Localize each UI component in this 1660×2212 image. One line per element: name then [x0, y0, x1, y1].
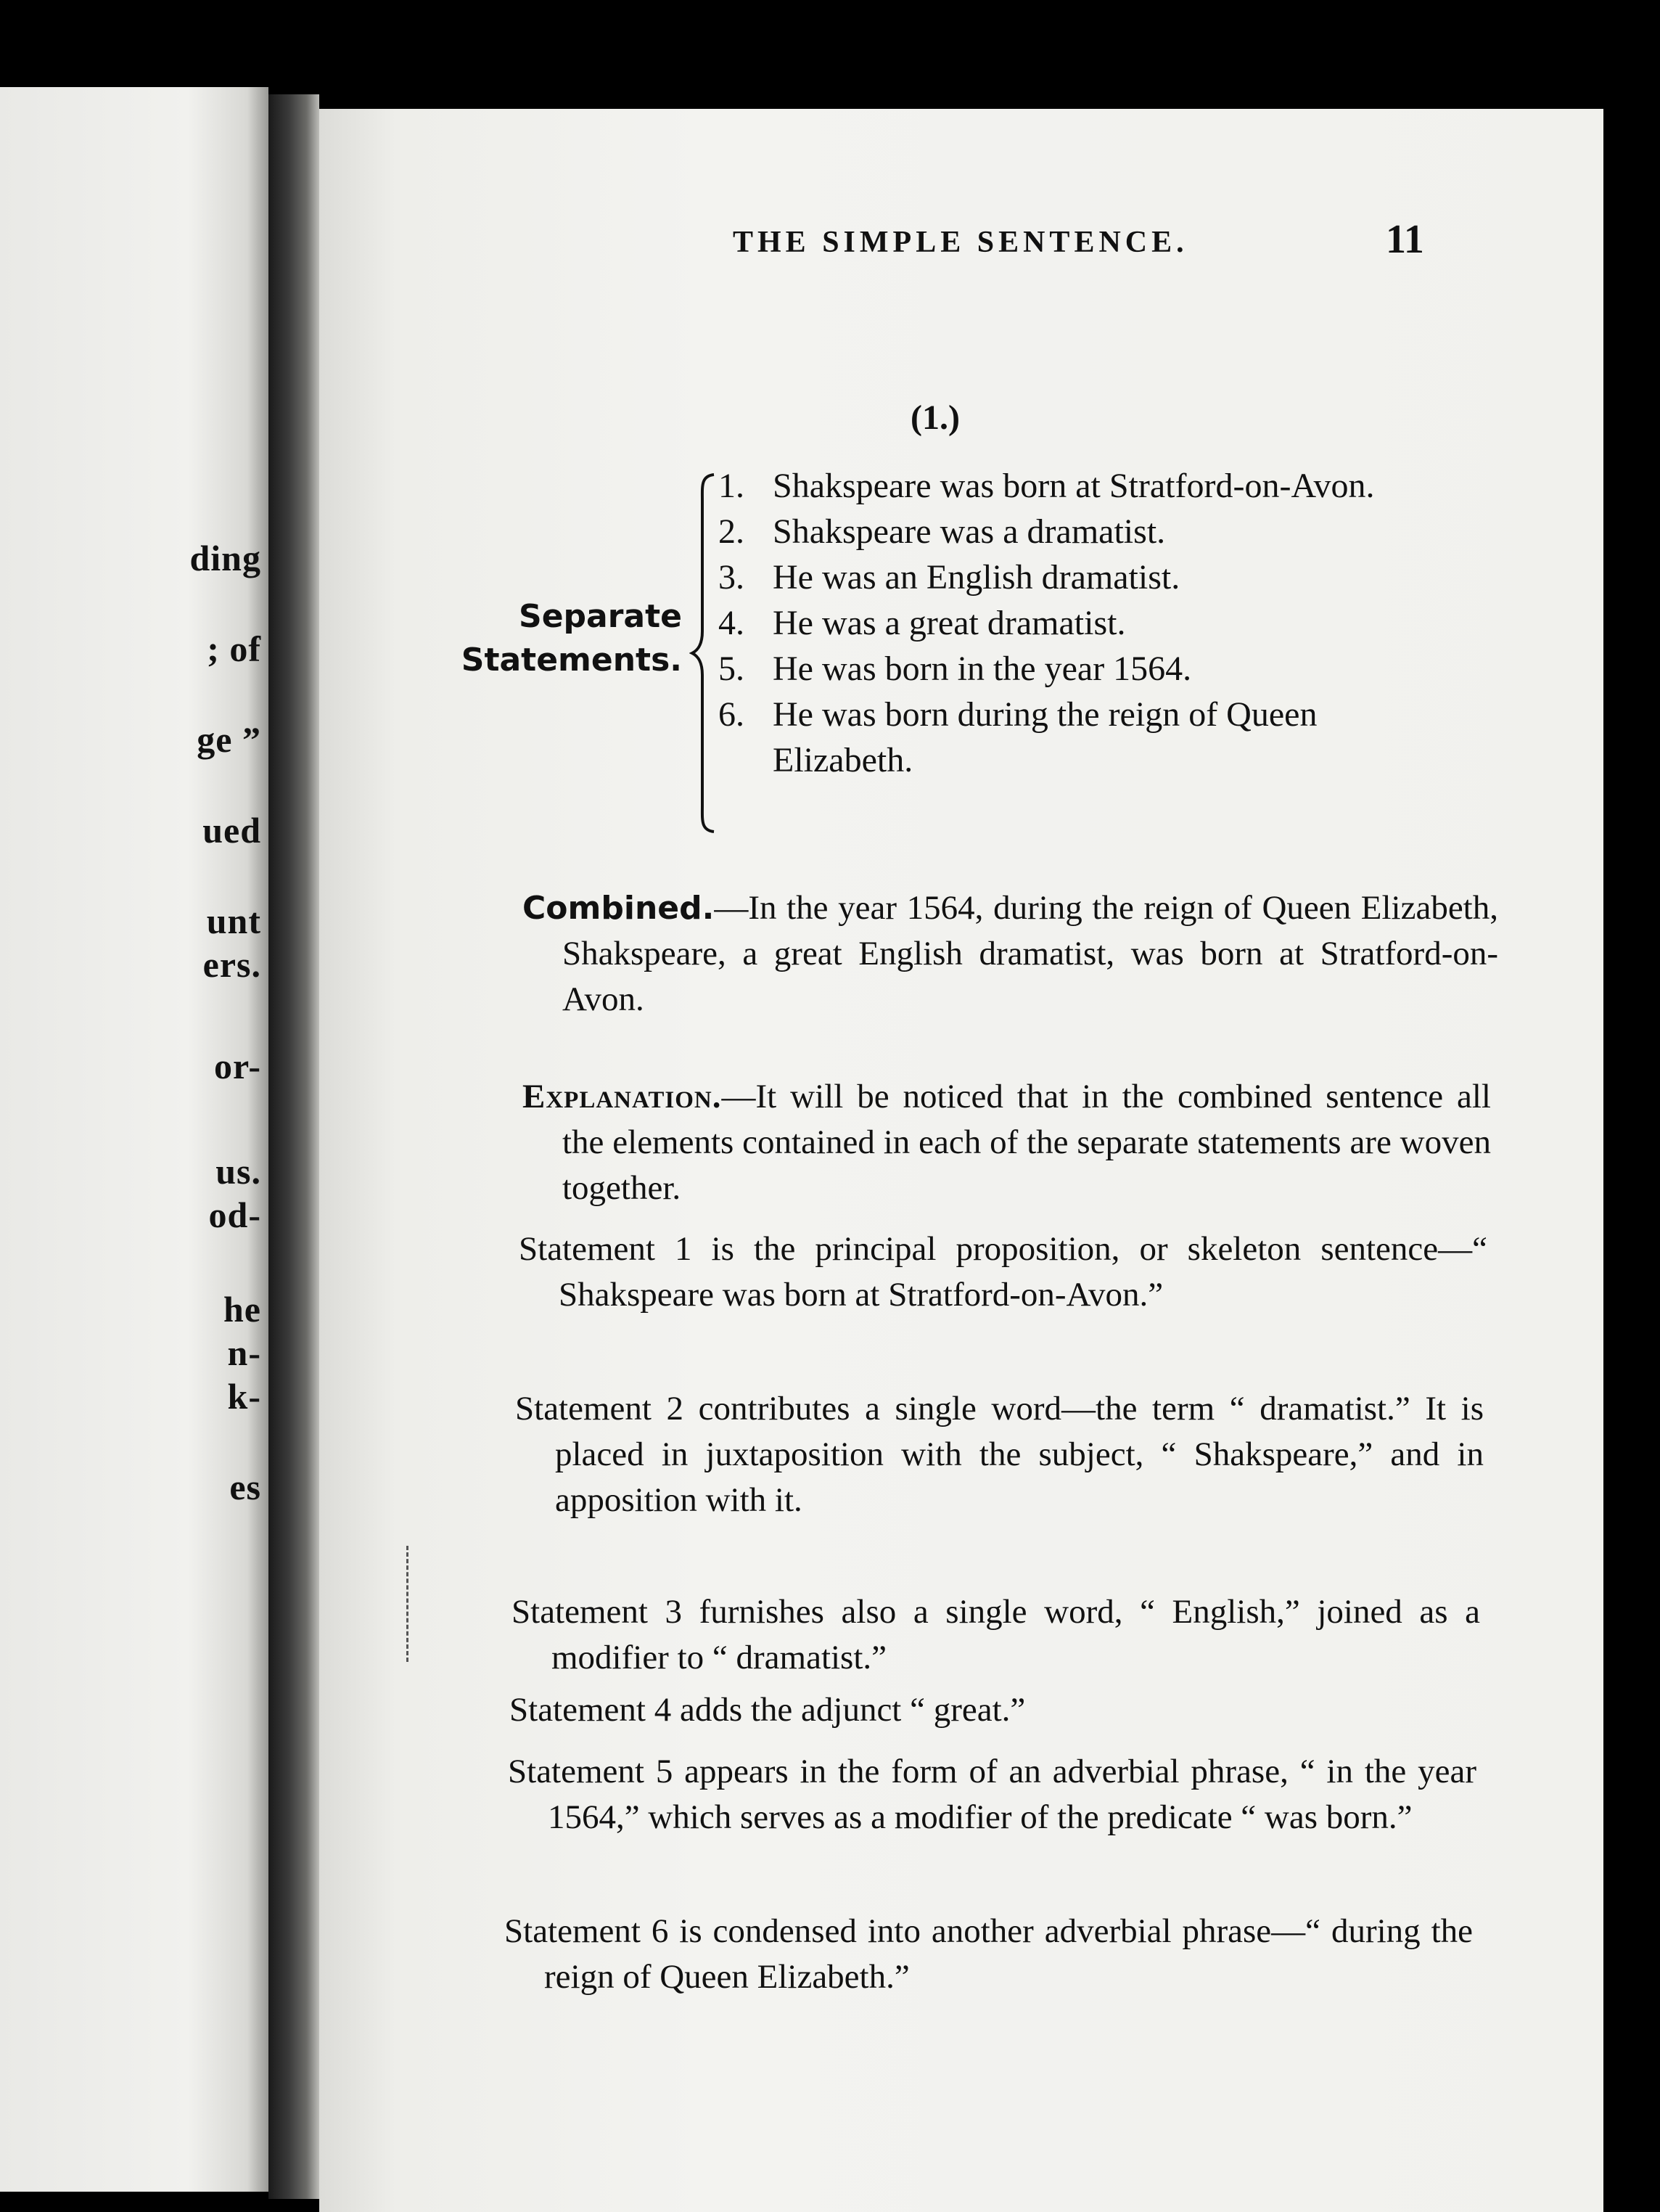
left-fragment: od- — [208, 1195, 261, 1235]
statement-note: Statement 1 is the principal proposition, or skeleton sentence—“ Shakspeare was born at Stratford-on-Avon.” — [519, 1230, 1487, 1314]
statement-number: 4. — [718, 604, 744, 642]
margin-mark — [406, 1546, 411, 1662]
statement-note: Statement 4 adds the adjunct “ great.” — [509, 1691, 1026, 1729]
statement-note: Statement 6 is condensed into another adverbial phrase—“ during the reign of Queen Elizabeth.” — [504, 1912, 1473, 1996]
left-fragment: he — [223, 1289, 261, 1330]
statement-item — [718, 554, 1444, 600]
statement-text: Shakspeare was born at Stratford-on-Avon. — [773, 467, 1375, 505]
statement-number: 5. — [718, 650, 744, 688]
combined-text: —In the year 1564, during the reign of Queen Elizabeth, Shakspeare, a great English dramatist, was born at Stratford-on-Avon. — [562, 889, 1498, 1018]
left-fragment: ding — [189, 538, 261, 578]
separate-statements-label — [450, 595, 682, 682]
curly-brace-icon — [689, 472, 718, 835]
statement-item — [718, 692, 1444, 783]
statement-text: He was born in the year 1564. — [773, 650, 1192, 688]
combined-label: Combined. — [522, 890, 715, 927]
left-fragment: ued — [202, 810, 261, 851]
statement-number: 2. — [718, 512, 744, 551]
statement-text: He was a great dramatist. — [773, 604, 1126, 642]
statement-number: 3. — [718, 558, 744, 597]
label-line: Separate — [519, 598, 682, 635]
statement-text: He was an English dramatist. — [773, 558, 1180, 597]
example-number: (1.) — [911, 398, 960, 437]
label-line: Statements. — [461, 642, 682, 679]
statement-item — [718, 600, 1444, 646]
statement-note: Statement 5 appears in the form of an adverbial phrase, “ in the year 1564,” which serves as a modifier of the predicate “ was born.” — [508, 1753, 1476, 1836]
right-page — [319, 109, 1603, 2212]
statement-item — [718, 646, 1444, 692]
statement-item — [718, 463, 1444, 509]
left-fragment: es — [229, 1467, 261, 1507]
statement-number: 1. — [718, 467, 744, 505]
separate-statements-list — [718, 463, 1444, 783]
statement-text: He was born during the reign of Queen Elizabeth. — [773, 695, 1318, 779]
left-fragment: k- — [227, 1376, 261, 1417]
statement-number: 6. — [718, 695, 744, 734]
statement-note: Statement 3 furnishes also a single word, “ English,” joined as a modifier to “ dramatist.” — [511, 1593, 1480, 1676]
running-head: THE SIMPLE SENTENCE. — [733, 226, 1188, 259]
left-page-text-fragments — [0, 87, 268, 2192]
left-facing-page — [0, 87, 268, 2192]
statement-note: Statement 2 contributes a single word—the term “ dramatist.” It is placed in juxtaposition with the subject, “ Shakspeare,” and in apposition with it. — [515, 1390, 1484, 1519]
explanation-text: —It will be noticed that in the combined sentence all the elements contained in each of the separate statements are woven together. — [562, 1078, 1491, 1207]
page-number: 11 — [1386, 217, 1424, 262]
left-fragment: ; of — [207, 628, 261, 669]
left-fragment: ers. — [202, 944, 261, 985]
explanation-paragraph — [522, 1074, 1491, 1211]
left-fragment: us. — [215, 1151, 261, 1192]
book-spine-gutter — [268, 94, 319, 2199]
left-fragment: ge ” — [197, 719, 261, 760]
statement-text: Shakspeare was a dramatist. — [773, 512, 1166, 551]
explanation-label: Explanation. — [522, 1078, 722, 1115]
left-fragment: or- — [214, 1046, 261, 1086]
statement-item — [718, 509, 1444, 554]
left-fragment: unt — [206, 901, 261, 941]
combined-paragraph — [522, 885, 1498, 1023]
left-fragment: n- — [227, 1332, 261, 1373]
